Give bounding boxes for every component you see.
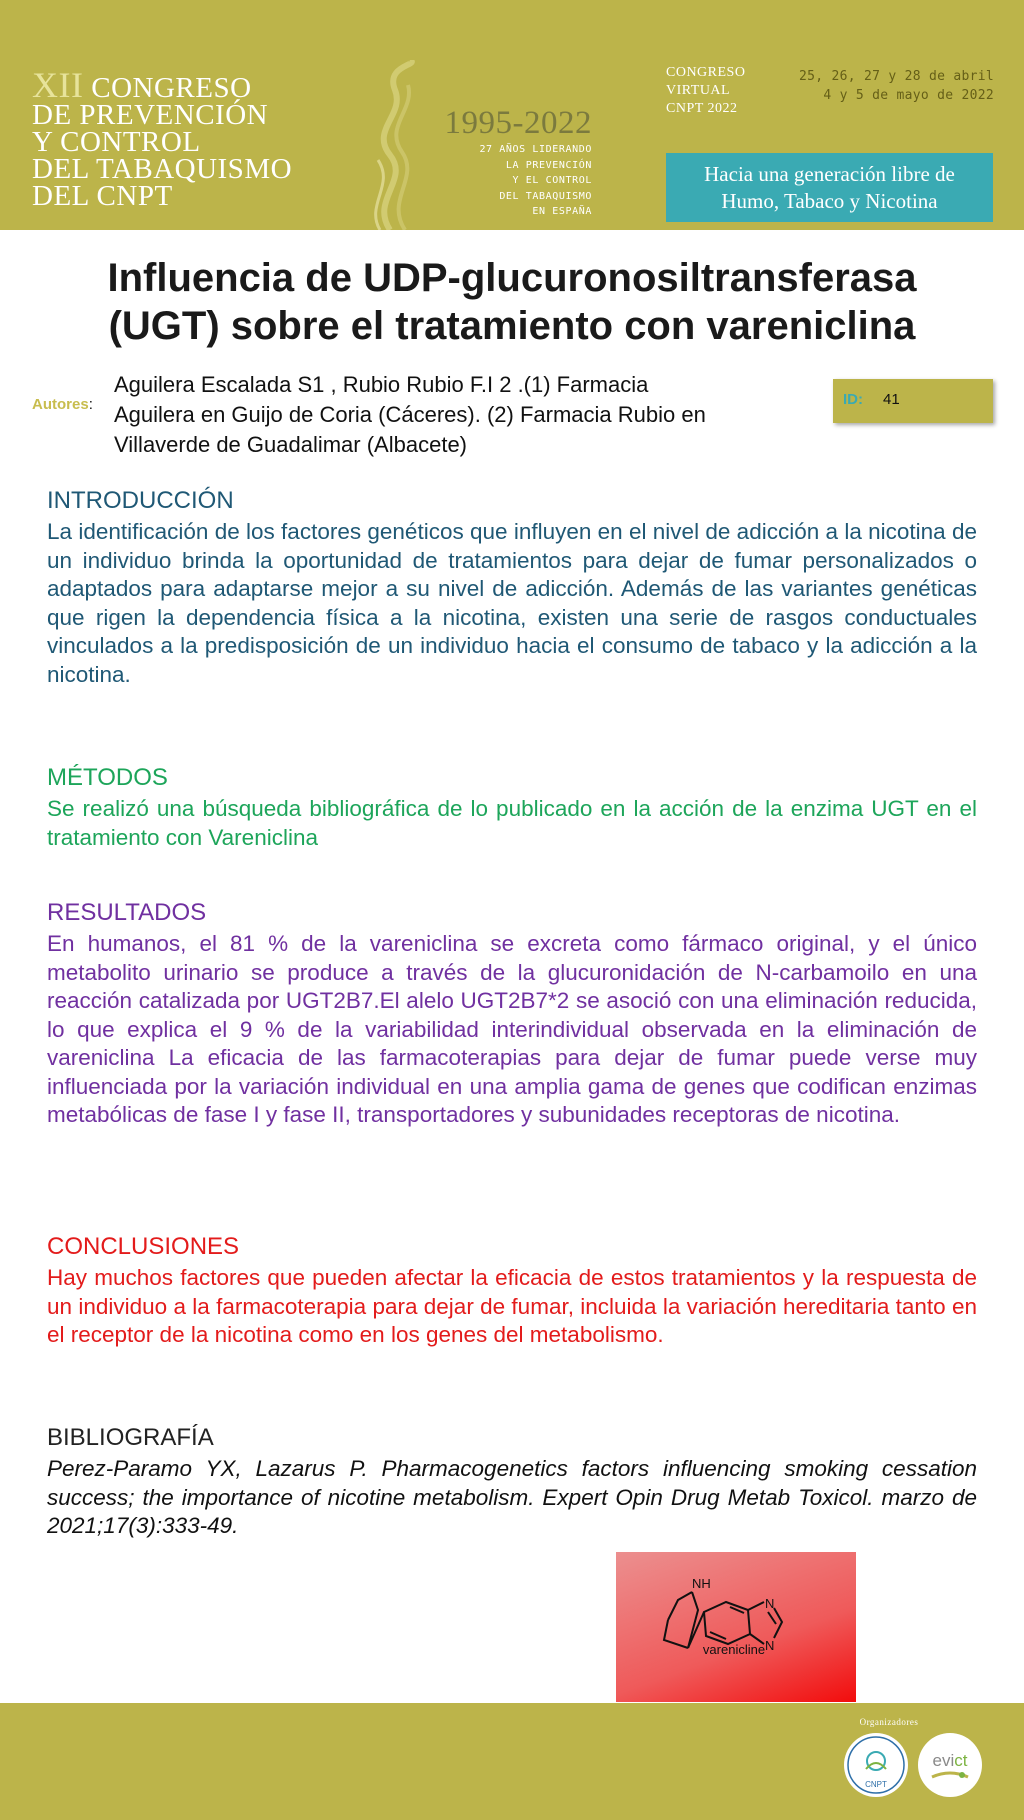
congress-title-line-3: Y CONTROL [32, 126, 201, 158]
section-bibliografia [47, 1423, 977, 1541]
id-label: ID: [843, 391, 863, 408]
slogan-box: Hacia una generación libre de Humo, Tabaco y Nicotina [666, 153, 993, 222]
evict-logo [918, 1733, 982, 1797]
virtual-congress-label: CONGRESO VIRTUAL CNPT 2022 [666, 65, 746, 116]
congress-title-line-1: XII CONGRESO [32, 65, 252, 105]
section-conclusiones [47, 1232, 977, 1350]
poster-id-badge [833, 379, 993, 423]
atom-nh-label: NH [692, 1576, 711, 1591]
section-body: Se realizó una búsqueda bibliográfica de lo publicado en la acción de la enzima UGT en el tratamiento con Vareniclina [47, 796, 977, 850]
poster-title: Influencia de UDP-glucuronosiltransferasa (UGT) sobre el tratamiento con vareniclina [107, 256, 917, 348]
section-heading: RESULTADOS [47, 899, 207, 926]
section-heading: CONCLUSIONES [47, 1233, 240, 1260]
section-heading: INTRODUCCIÓN [47, 487, 234, 514]
congress-title-line-4: DEL TABAQUISMO [32, 153, 293, 185]
varenicline-molecule-icon [616, 1552, 856, 1702]
authors-label: Autores: [32, 396, 93, 413]
section-body: Perez-Paramo YX, Lazarus P. Pharmacogenetics factors influencing smoking cessation success; the importance of nicotine metabolism. Expert Opin Drug Metab Toxicol. marzo de 2021;17(3):333-49. [47, 1456, 977, 1538]
varenicline-structure-image [616, 1552, 856, 1702]
evict-logo-text: evict [932, 1751, 968, 1770]
header-band [0, 0, 1024, 230]
section-body: La identificación de los factores genéticos que influyen en el nivel de adicción a la nicotina de un individuo brinda la oportunidad de tratamientos para dejar de fumar personalizados o adaptados para adaptarse mejor a su nivel de adicción. Además de las variantes genéticas que rigen la dependencia física a la nicotina, existen una serie de rasgos conductuales vinculados a la predisposición de un individuo hacia el consumo de tabaco y la adicción a la nicotina. [47, 519, 977, 687]
footer-band [0, 1703, 1024, 1820]
evict-swoosh-icon [918, 1733, 982, 1797]
section-body: En humanos, el 81 % de la vareniclina se excreta como fármaco original, y el único metabolito urinario se produce a través de la glucuronidación de N-carbamoilo en una reacción catalizada por UGT2B7.El alelo UGT2B7*2 se asoció con una eliminación reducida, lo que explica el 9 % de la variabilidad interindividual observada en la eliminación de vareniclina La eficacia de las farmacoterapias para dejar de fumar puede verse muy influenciada por la variación individual en una amplia gama de genes que codifican enzimas metabólicas de fase I y fase II, transportadores y subunidades receptoras de nicotina. [47, 931, 977, 1127]
congress-title-line-5: DEL CNPT [32, 180, 173, 212]
section-heading: BIBLIOGRAFÍA [47, 1424, 214, 1451]
congress-title-line-2: DE PREVENCIÓN [32, 99, 269, 131]
organizers-label: Organizadores [859, 1717, 919, 1727]
authors-text: Aguilera Escalada S1 , Rubio Rubio F.I 2 .(1) Farmacia Aguilera en Guijo de Coria (Cáceres). (2) Farmacia Rubio en Villaverde de Guadalimar (Albacete) [114, 372, 706, 457]
section-metodos [47, 763, 977, 852]
cnpt-logo [844, 1733, 908, 1797]
id-value: 41 [883, 391, 900, 408]
atom-n-bottom-label: N [765, 1638, 775, 1653]
cnpt-emblem-icon [844, 1733, 908, 1797]
section-body: Hay muchos factores que pueden afectar la eficacia de estos tratamientos y la respuesta de un individuo a la farmacoterapia para dejar de fumar, incluida la variación hereditaria tanto en el receptor de la nicotina como en los genes del metabolismo. [47, 1265, 977, 1347]
section-introduccion [47, 486, 977, 689]
atom-n-top-label: N [765, 1596, 775, 1611]
section-resultados [47, 898, 977, 1130]
years-range: 1995-2022 [444, 105, 592, 141]
congress-dates: 25, 26, 27 y 28 de abril 4 y 5 de mayo de 2022 [798, 69, 994, 103]
svg-text:CNPT: CNPT [865, 1780, 887, 1789]
section-heading: MÉTODOS [47, 764, 168, 791]
years-subtitle: 27 AÑOS LIDERANDO LA PREVENCIÓN Y EL CONTROL DEL TABAQUISMO EN ESPAÑA [479, 144, 592, 217]
congress-title [32, 65, 293, 212]
molecule-label: varenicline [702, 1642, 766, 1657]
